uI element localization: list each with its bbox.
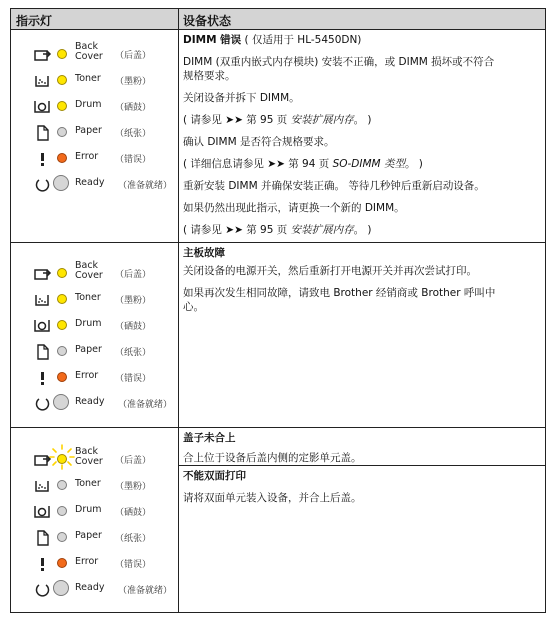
led-yellow bbox=[57, 101, 67, 111]
status-mainboard-fault bbox=[183, 246, 543, 326]
cover-label: Cover bbox=[75, 270, 103, 281]
ref-2-link[interactable]: SO-DIMM 类型 bbox=[332, 158, 405, 170]
ready-icon bbox=[33, 396, 53, 412]
led-yellow bbox=[57, 320, 67, 330]
back-cover-icon bbox=[33, 266, 53, 282]
led-back-cover bbox=[11, 41, 178, 71]
toner-icon bbox=[33, 478, 53, 494]
ref-3-link[interactable]: 安装扩展内存 bbox=[290, 224, 354, 236]
status-cover-open bbox=[183, 431, 543, 521]
led-paper bbox=[11, 123, 178, 149]
led-gray bbox=[57, 506, 67, 516]
ref-1-suffix: 。 ) bbox=[353, 114, 372, 126]
ref-3-suffix: 。 ) bbox=[353, 224, 372, 236]
drum-icon bbox=[33, 99, 53, 115]
back-cover-cn: （后盖） bbox=[115, 270, 152, 280]
error-icon bbox=[33, 151, 53, 167]
back-cover-cn: （后盖） bbox=[115, 51, 152, 61]
header-indicator: 指示灯 bbox=[16, 14, 53, 28]
toner-label: Toner bbox=[75, 292, 101, 303]
error-cn: （错误） bbox=[115, 155, 152, 165]
led-toner bbox=[11, 476, 178, 502]
paper-cn: （纸张） bbox=[115, 129, 152, 139]
dimm-error-title: DIMM 错误 bbox=[183, 34, 242, 46]
led-ready bbox=[11, 394, 178, 420]
back-cover-icon bbox=[33, 47, 53, 63]
paper-cn: （纸张） bbox=[115, 348, 152, 358]
led-ready bbox=[11, 175, 178, 201]
ready-cn: （准备就绪） bbox=[118, 181, 173, 191]
led-error bbox=[11, 554, 178, 580]
ready-cn: （准备就绪） bbox=[118, 586, 173, 596]
drum-label: Drum bbox=[75, 504, 102, 515]
drum-label: Drum bbox=[75, 318, 102, 329]
error-icon bbox=[33, 556, 53, 572]
drum-label: Drum bbox=[75, 99, 102, 110]
dimm-step-2: 确认 DIMM 是否符合规格要求。 bbox=[183, 136, 335, 148]
dimm-desc-2: 规格要求。 bbox=[183, 70, 236, 82]
mainboard-desc-3: 心。 bbox=[183, 301, 204, 313]
led-error bbox=[11, 149, 178, 175]
error-cn: （错误） bbox=[115, 374, 152, 384]
cover-label: Cover bbox=[75, 456, 103, 467]
led-yellow bbox=[57, 75, 67, 85]
column-divider bbox=[178, 9, 179, 612]
cover-open-desc: 合上位于设备后盖内侧的定影单元盖。 bbox=[183, 452, 362, 464]
header-status: 设备状态 bbox=[183, 14, 232, 28]
drum-cn: （硒鼓） bbox=[115, 322, 152, 332]
ready-label: Ready bbox=[75, 177, 105, 188]
error-label: Error bbox=[75, 556, 99, 567]
paper-label: Paper bbox=[75, 530, 102, 541]
ready-label: Ready bbox=[75, 396, 105, 407]
table-header bbox=[11, 9, 545, 30]
led-gray bbox=[57, 532, 67, 542]
dimm-step-3: 重新安装 DIMM 并确保安装正确。 等待几秒钟后重新启动设备。 bbox=[183, 180, 485, 192]
toner-icon bbox=[33, 292, 53, 308]
ready-icon bbox=[33, 582, 53, 598]
drum-icon bbox=[33, 318, 53, 334]
ref-2-prefix: ( 详细信息请参见 ➤➤ 第 94 页 bbox=[183, 158, 333, 170]
led-yellow bbox=[57, 294, 67, 304]
led-gray-large bbox=[53, 580, 69, 596]
toner-cn: （墨粉） bbox=[115, 296, 152, 306]
paper-label: Paper bbox=[75, 344, 102, 355]
ready-icon bbox=[33, 177, 53, 193]
dimm-step-1: 关闭设备并拆下 DIMM。 bbox=[183, 92, 300, 104]
led-gray-large bbox=[53, 175, 69, 191]
led-ready bbox=[11, 580, 178, 606]
led-paper bbox=[11, 342, 178, 368]
led-drum bbox=[11, 316, 178, 342]
paper-label: Paper bbox=[75, 125, 102, 136]
back-cover-cn: （后盖） bbox=[115, 456, 152, 466]
dimm-error-model: ( 仅适用于 HL-5450DN) bbox=[241, 34, 362, 46]
led-yellow bbox=[57, 49, 67, 59]
error-cn: （错误） bbox=[115, 560, 152, 570]
toner-cn: （墨粉） bbox=[115, 482, 152, 492]
led-back-cover bbox=[11, 446, 178, 476]
error-label: Error bbox=[75, 370, 99, 381]
led-error bbox=[11, 368, 178, 394]
dimm-step-4: 如果仍然出现此指示，请更换一个新的 DIMM。 bbox=[183, 202, 405, 214]
led-yellow bbox=[57, 268, 67, 278]
led-toner bbox=[11, 290, 178, 316]
back-label: Back bbox=[75, 446, 99, 457]
mainboard-title: 主板故障 bbox=[183, 247, 225, 259]
led-toner bbox=[11, 71, 178, 97]
led-orange bbox=[57, 153, 67, 163]
ref-1-prefix: ( 请参见 ➤➤ 第 95 页 bbox=[183, 114, 291, 126]
row-divider bbox=[11, 427, 545, 428]
toner-label: Toner bbox=[75, 73, 101, 84]
mainboard-desc-2: 如果再次发生相同故障，请致电 Brother 经销商或 Brother 呼叫中 bbox=[183, 287, 496, 299]
drum-cn: （硒鼓） bbox=[115, 103, 152, 113]
led-orange bbox=[57, 558, 67, 568]
error-label: Error bbox=[75, 151, 99, 162]
back-label: Back bbox=[75, 41, 99, 52]
duplex-title: 不能双面打印 bbox=[183, 470, 246, 482]
led-gray bbox=[57, 480, 67, 490]
led-gray-large bbox=[53, 394, 69, 410]
status-dimm-error bbox=[183, 33, 543, 238]
paper-icon bbox=[33, 530, 53, 546]
led-orange bbox=[57, 372, 67, 382]
drum-cn: （硒鼓） bbox=[115, 508, 152, 518]
status-table bbox=[10, 8, 546, 613]
dimm-desc-1: DIMM (双重内嵌式内存模块) 安装不正确，或 DIMM 损坏或不符合 bbox=[183, 56, 495, 68]
ref-2-suffix: 。 ) bbox=[404, 158, 423, 170]
toner-label: Toner bbox=[75, 478, 101, 489]
cover-open-title: 盖子未合上 bbox=[183, 432, 236, 444]
paper-icon bbox=[33, 125, 53, 141]
toner-cn: （墨粉） bbox=[115, 77, 152, 87]
cover-label: Cover bbox=[75, 51, 103, 62]
led-gray bbox=[57, 127, 67, 137]
ref-1-link[interactable]: 安装扩展内存 bbox=[290, 114, 354, 126]
duplex-desc: 请将双面单元装入设备，并合上后盖。 bbox=[183, 492, 362, 504]
led-back-cover bbox=[11, 260, 178, 290]
led-drum bbox=[11, 502, 178, 528]
paper-icon bbox=[33, 344, 53, 360]
led-yellow-blinking bbox=[57, 454, 67, 464]
led-paper bbox=[11, 528, 178, 554]
back-label: Back bbox=[75, 260, 99, 271]
ready-cn: （准备就绪） bbox=[118, 400, 173, 410]
drum-icon bbox=[33, 504, 53, 520]
row-divider bbox=[11, 242, 545, 243]
led-gray bbox=[57, 346, 67, 356]
error-icon bbox=[33, 370, 53, 386]
toner-icon bbox=[33, 73, 53, 89]
ref-3-prefix: ( 请参见 ➤➤ 第 95 页 bbox=[183, 224, 291, 236]
led-drum bbox=[11, 97, 178, 123]
ready-label: Ready bbox=[75, 582, 105, 593]
paper-cn: （纸张） bbox=[115, 534, 152, 544]
mainboard-desc-1: 关闭设备的电源开关，然后重新打开电源开关并再次尝试打印。 bbox=[183, 265, 477, 277]
